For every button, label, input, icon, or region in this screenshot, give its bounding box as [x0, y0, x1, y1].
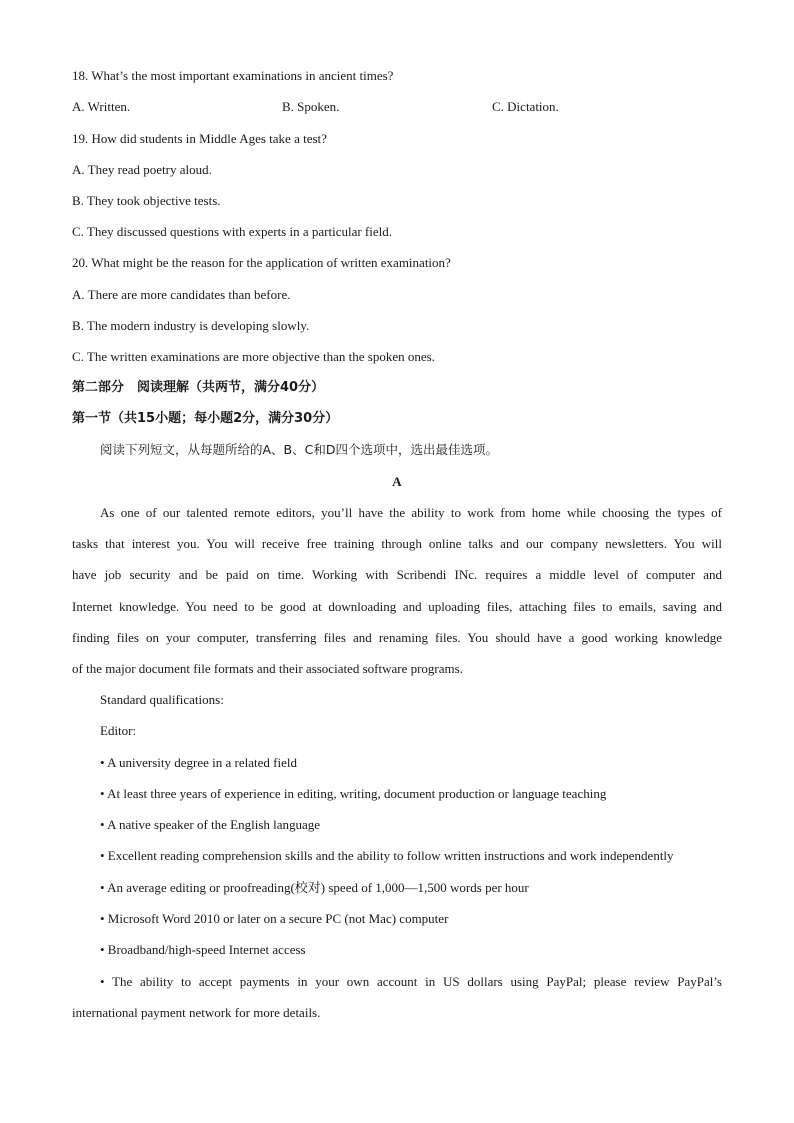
passage-line: finding files on your computer, transferring files and renaming files. You should have a good working knowledge: [72, 629, 722, 645]
question-20: 20. What might be the reason for the application of written examination?: [72, 255, 451, 270]
q19-option-c: C. They discussed questions with experts in a particular field.: [72, 224, 392, 239]
q18-option-c: C. Dictation.: [492, 99, 559, 114]
passage-line: As one of our talented remote editors, you’ll have the ability to work from home while choosing the types of: [100, 505, 722, 520]
qualification-item: • A university degree in a related field: [100, 755, 297, 770]
q18-option-a: A. Written.: [72, 99, 131, 114]
section-subtitle: 第一节（共15小题；每小题2分，满分30分）: [72, 411, 339, 426]
q20-option-a: A. There are more candidates than before.: [72, 287, 291, 302]
question-19: 19. How did students in Middle Ages take a test?: [72, 131, 327, 146]
qualification-item-paypal: [72, 966, 722, 1028]
passage-line: of the major document file formats and their associated software programs.: [72, 661, 463, 677]
q19-option-a: A. They read poetry aloud.: [72, 162, 212, 177]
passage-label: A: [392, 474, 402, 489]
qualification-item: • An average editing or proofreading(校对) speed of 1,000—1,500 words per hour: [100, 880, 529, 895]
passage-line: Internet knowledge. You need to be good at downloading and uploading files, attaching files to emails, saving and: [72, 598, 722, 614]
passage-line: tasks that interest you. You will receive free training through online talks and our company newsletters. You will: [72, 536, 722, 552]
passage-paragraph: [72, 497, 722, 684]
q20-option-c: C. The written examinations are more objective than the spoken ones.: [72, 349, 435, 364]
qualification-line: • The ability to accept payments in your own account in US dollars using PayPal; please review PayPal’s: [100, 974, 722, 989]
role-label: Editor:: [100, 723, 137, 738]
qualification-item: • A native speaker of the English language: [100, 817, 321, 832]
q19-option-b: B. They took objective tests.: [72, 193, 221, 208]
qualification-item: • Microsoft Word 2010 or later on a secure PC (not Mac) computer: [100, 911, 449, 926]
question-18: 18. What’s the most important examinations in ancient times?: [72, 68, 394, 83]
q18-option-b: B. Spoken.: [282, 99, 340, 114]
q20-option-b: B. The modern industry is developing slowly.: [72, 318, 310, 333]
qualification-item: • At least three years of experience in editing, writing, document production or language teaching: [100, 786, 607, 801]
qualification-item: • Broadband/high-speed Internet access: [100, 942, 306, 957]
part-title: 第二部分 阅读理解（共两节，满分40分）: [72, 380, 325, 395]
instruction-text: 阅读下列短文，从每题所给的A、B、C和D四个选项中，选出最佳选项。: [100, 442, 498, 457]
qualifications-heading: Standard qualifications:: [100, 692, 224, 707]
passage-line: have job security and be paid on time. Working with Scribendi INc. requires a middle level of computer and: [72, 567, 722, 583]
qualification-line: international payment network for more details.: [72, 1005, 321, 1021]
qualification-item: • Excellent reading comprehension skills and the ability to follow written instructions and work independently: [100, 848, 674, 863]
